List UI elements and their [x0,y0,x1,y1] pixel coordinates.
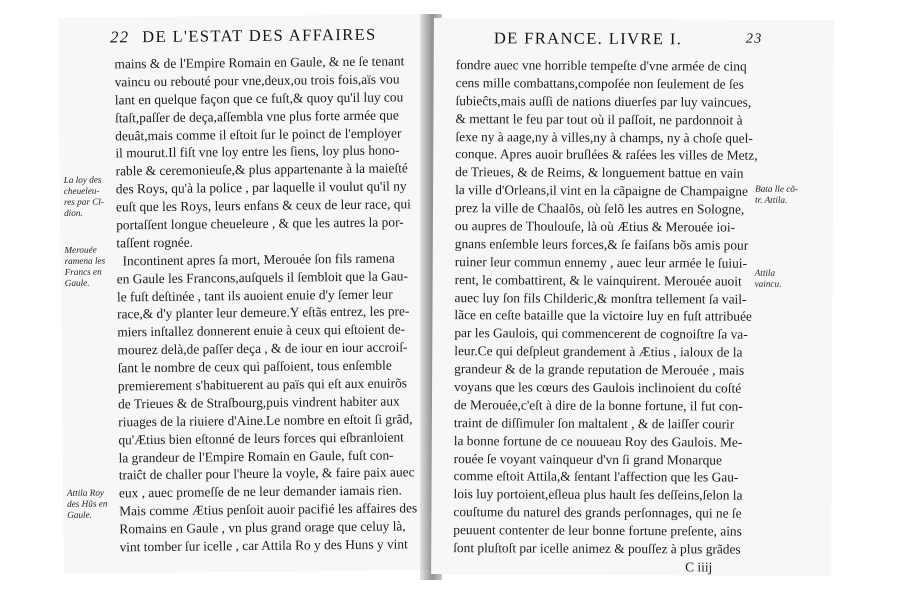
marginal-note-line: Gaule. [67,509,93,520]
text-line: Incontinent apres ſa mort, Merouée ſon fils ramena [122,250,395,269]
text-line: deuât,mais comme il eſtoit ſur le poinct de l'employer [115,124,402,143]
text-line: lãce en ceſte bataille que la victoire luy en fuſt attribuée [454,307,752,325]
text-line: de Trieues, & de Reims, & longuement battue en vain [455,164,744,181]
text-line: de Trieues & de Straſbourg,puis vindrent habiter aux [117,393,400,412]
text-line: miers inſtallez donnerent enuie à ceux qui eſtoient de- [117,321,406,340]
text-line: vint tomber ſur icelle , car Attila Ro y des Huns y vint [119,536,408,555]
text-line: de Merouée,c'eſt à dire de la bonne fortune, il fut con- [453,397,743,414]
text-line: la grandeur de l'Empire Romain en Gaule, fuſt con- [118,447,394,465]
text-line: portaſſent longue cheueleure , & que les autres la por- [116,214,404,233]
text-line: leur.Ce qui deſpleut grandement à Ætius , ialoux de la [454,343,743,360]
text-line: par les Gaulois, qui commencerent de cognoiſtre ſa va- [454,325,748,343]
text-line: la bonne fortune de ce nouueau Roy des Gaulois. Me- [453,432,743,450]
text-line: Romains en Gaule , vn plus grand orage que celuy là, [119,518,406,537]
text-line: auec luy ſon fils Childeric,& monſtra tellement ſa vail- [454,289,747,307]
text-line: ou aupres de Thoulouſe, là où Ætius & Merouée ioi- [454,218,736,235]
text-line: ſont pluſtoſt par icelle animez & pouſſez à plus grãdes [453,540,741,557]
marginal-note-line: Francs en [64,266,102,277]
text-line: qu'Ætius bien eſtonné de leurs forces qui eſbranloient [118,429,404,448]
text-line: le fuſt deſtinée , tant ils auoient enuie d'y ſemer leur [116,286,393,304]
text-line: comme eſtoit Attila,& ſentant l'affection que les Gau- [453,468,739,486]
text-line: ſubieĉts,mais auſſi de nations diuerſes par luy vaincues, [455,92,752,110]
text-line: vaincu ou rebouté pour vne,deux,ou trois fois,aïs vou [114,71,400,90]
marginal-note-attila-vaincu [755,268,782,290]
marginal-note-loy [64,175,104,219]
text-line: rable & ceremonieuſe,& plus appartenante à la maieſté [115,160,408,179]
text-line: rent, le combattirent, & le vainquirent. Merouée auoit [454,271,742,289]
right-page-number: 23 [745,31,763,47]
text-line: il mourut.Il fiſt vne loy entre les ſiens, loy plus hono- [115,142,400,161]
text-line: peuuent contenter de leur bonne fortune preſente, ains [453,522,742,539]
text-line: ruiner leur commun ennemy , auec leur armée le ſuiui- [454,253,748,271]
text-line: rouée ſe voyant vainqueur d'vn ſi grand Monarque [453,450,723,468]
text-line: premierement s'habituerent au païs qui eſt aux enuirõs [117,375,408,394]
marginal-note-line: dion. [63,207,83,218]
text-line: mains & de l'Empire Romain en Gaule, & ne ſe tenant [114,53,405,72]
marginal-note-line: cheueleu- [63,185,100,196]
marginal-note-line: vaincu. [754,278,782,289]
marginal-note-line: Attila [754,267,776,278]
marginal-note-line: La loy des [63,174,102,185]
text-line: & mettant le feu par tout où il paſſoit, ne pardonnoit à [455,110,743,128]
left-page-number: 22 [110,27,130,47]
text-line: Mais comme Ætius penſoit auoir pacifié les affaires des [119,500,418,519]
left-body-text [114,52,417,556]
text-line: couſtume du naturel des grands perſonnages, qui ne ſe [453,504,742,521]
text-line: taſſent rognée. [116,234,194,251]
marginal-note-merouee [64,245,105,289]
marginal-note-attila [67,488,108,521]
text-line: euſt que les Roys, leurs enfans & ceux de leur race, qui [115,196,411,215]
marginal-note-line: tr. Attila. [755,194,788,205]
text-line: voyans que les cœurs des Gaulois inclinoient du coſté [454,379,742,396]
text-line: grandeur & de la grande reputation de Merouée , mais [454,361,745,378]
text-line: ſant le nombre de ceux qui paſſoient, tous enſemble [117,357,392,376]
text-line: traiĉt de challer pour l'heure la voyle, & faire paix auec [118,464,415,483]
text-line: fondre auec vne horrible tempeſte d'vne armée de cinq [455,57,747,74]
marginal-note-line: des Hũs en [67,498,108,509]
text-line: eux , auec promeſſe de ne leur demander iamais rien. [118,482,402,501]
text-line: en Gaule les Francons,auſquels il ſembloit que la Gau- [116,268,408,287]
text-line: lois luy portoient,eſleua plus hault ſes deſſeins,ſelon la [453,486,743,503]
right-running-head: DE FRANCE. LIVRE I. [493,28,683,49]
text-line: gnans enſemble leurs forces,& ſe faiſans bõs amis pour [454,236,749,253]
marginal-note-line: Attila Roy [66,487,105,498]
marginal-note-bataille [755,184,798,206]
text-line: race,& d'y planter leur demeure.Y eſtãs entrez, les pre- [117,303,410,322]
text-line: ſtaſt,paſſer de deça,aſſembla vne plus forte armée que [114,107,399,126]
right-page [431,18,834,576]
catchword: C iiij [685,559,713,575]
text-line: conque. Apres auoir bruſlées & raſées les villes de Metz, [455,146,758,164]
text-line: mourez delà,de paſſer deça , & de iour en iour accroiſ- [117,339,408,358]
text-line: ſexe ny à aage,ny à villes,ny à champs, ny à choſe quel- [455,128,753,146]
marginal-note-line: ramena les [64,255,106,266]
text-line: riuages de la riuiere d'Aine.Le nombre en eſtoit ſi grãd, [118,411,413,430]
text-line: prez la ville de Chaalõs, où ſelõ les autres en Sologne, [454,200,745,217]
text-line: lant en quelque façon que ce fuſt,& quoy qu'il luy cou [114,89,404,108]
marginal-note-line: Gaule. [64,277,90,288]
text-line: cens mille combattans,compoſée non ſeulement de ſes [455,75,744,92]
text-line: la ville d'Orleans,il vint en la cãpaigne de Champaigne [455,182,748,199]
left-running-head: DE L'ESTAT DES AFFAIRES [142,24,377,47]
marginal-note-line: Merouée [64,244,97,255]
left-page [58,14,436,574]
text-line: des Roys, qu'à la police , par laquelle il voulut qu'il ny [115,178,407,197]
marginal-note-line: res par Cl- [63,196,104,207]
right-body-text [453,56,758,576]
text-line: traint de diſſimuler ſon maltalent , & de laiſſer courir [453,414,735,432]
marginal-note-line: Bata lle cõ- [755,183,799,194]
